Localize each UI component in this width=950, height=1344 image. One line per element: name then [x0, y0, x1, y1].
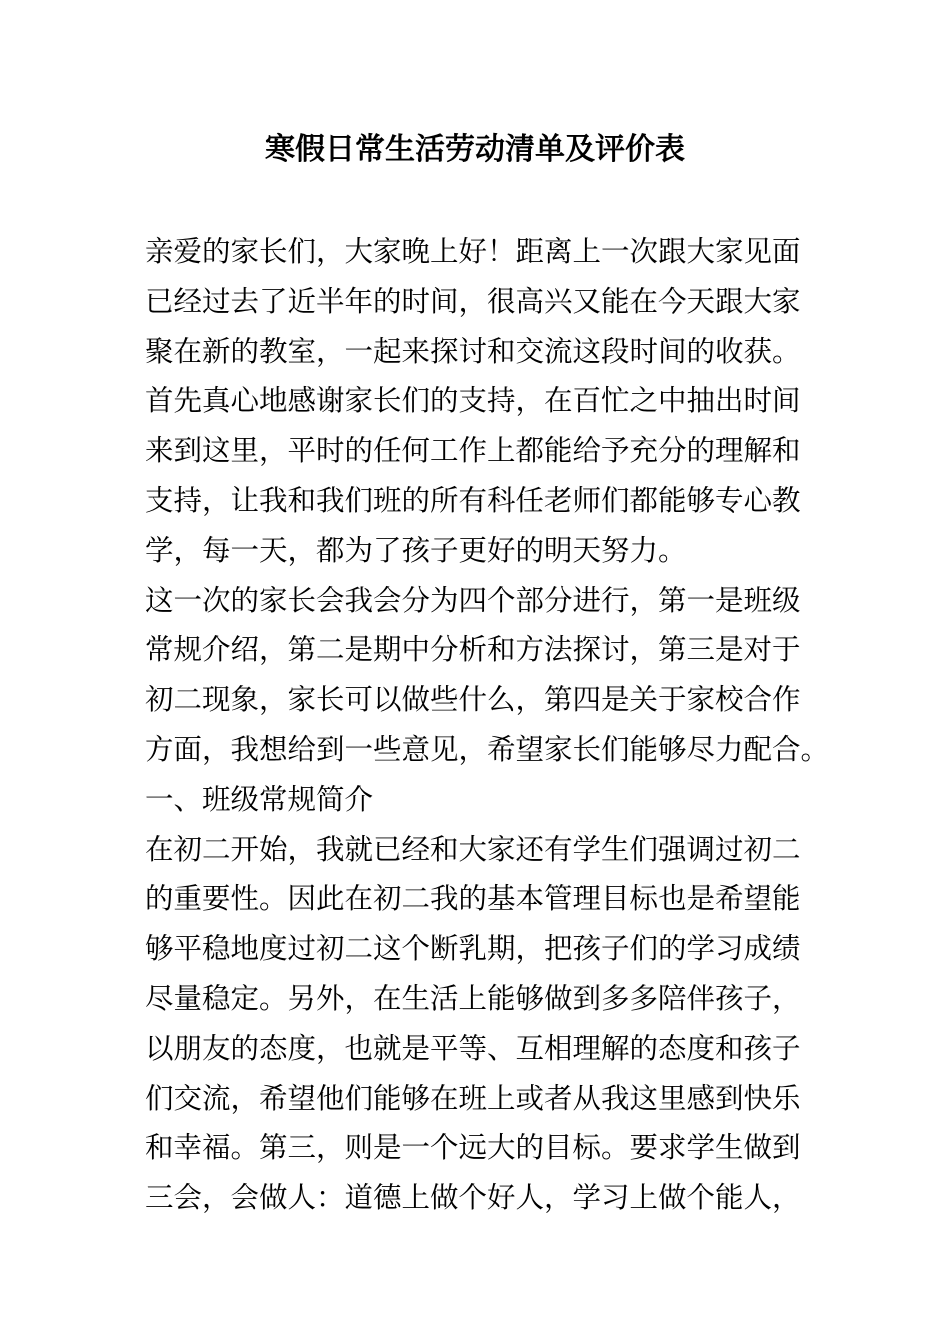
body-line-8: 这一次的家长会我会分为四个部分进行，第一是班级 — [145, 583, 801, 617]
body-line-15: 够平稳地度过初二这个断乳期，把孩子们的学习成绩 — [145, 932, 801, 966]
body-line-18: 们交流，希望他们能够在班上或者从我这里感到快乐 — [145, 1081, 801, 1115]
document-body — [145, 227, 835, 1223]
body-line-1: 亲爱的家长们，大家晚上好！距离上一次跟大家见面 — [145, 235, 801, 268]
body-line-7: 学，每一天，都为了孩子更好的明天努力。 — [145, 533, 687, 567]
body-line-5: 来到这里，平时的任何工作上都能给予充分的理解和 — [145, 434, 801, 468]
document-title: 寒假日常生活劳动清单及评价表 — [265, 132, 685, 167]
body-line-4: 首先真心地感谢家长们的支持，在百忙之中抽出时间 — [145, 384, 801, 418]
body-line-17: 以朋友的态度，也就是平等、互相理解的态度和孩子 — [145, 1031, 801, 1065]
body-line-13: 在初二开始，我就已经和大家还有学生们强调过初二 — [145, 832, 801, 866]
body-line-16: 尽量稳定。另外，在生活上能够做到多多陪伴孩子， — [145, 981, 801, 1015]
body-line-20: 三会，会做人：道德上做个好人，学习上做个能人， — [145, 1181, 801, 1215]
body-line-6: 支持，让我和我们班的所有科任老师们都能够专心教 — [145, 483, 801, 517]
body-line-10: 初二现象，家长可以做些什么，第四是关于家校合作 — [145, 683, 801, 717]
body-line-2: 已经过去了近半年的时间，很高兴又能在今天跟大家 — [145, 284, 801, 318]
body-line-3: 聚在新的教室，一起来探讨和交流这段时间的收获。 — [145, 334, 801, 368]
section-heading: 一、班级常规简介 — [145, 782, 374, 816]
body-line-19: 和幸福。第三，则是一个远大的目标。要求学生做到 — [145, 1131, 801, 1165]
body-line-11: 方面，我想给到一些意见，希望家长们能够尽力配合。 — [145, 732, 830, 766]
body-line-9: 常规介绍，第二是期中分析和方法探讨，第三是对于 — [145, 633, 801, 667]
body-line-14: 的重要性。因此在初二我的基本管理目标也是希望能 — [145, 882, 801, 916]
